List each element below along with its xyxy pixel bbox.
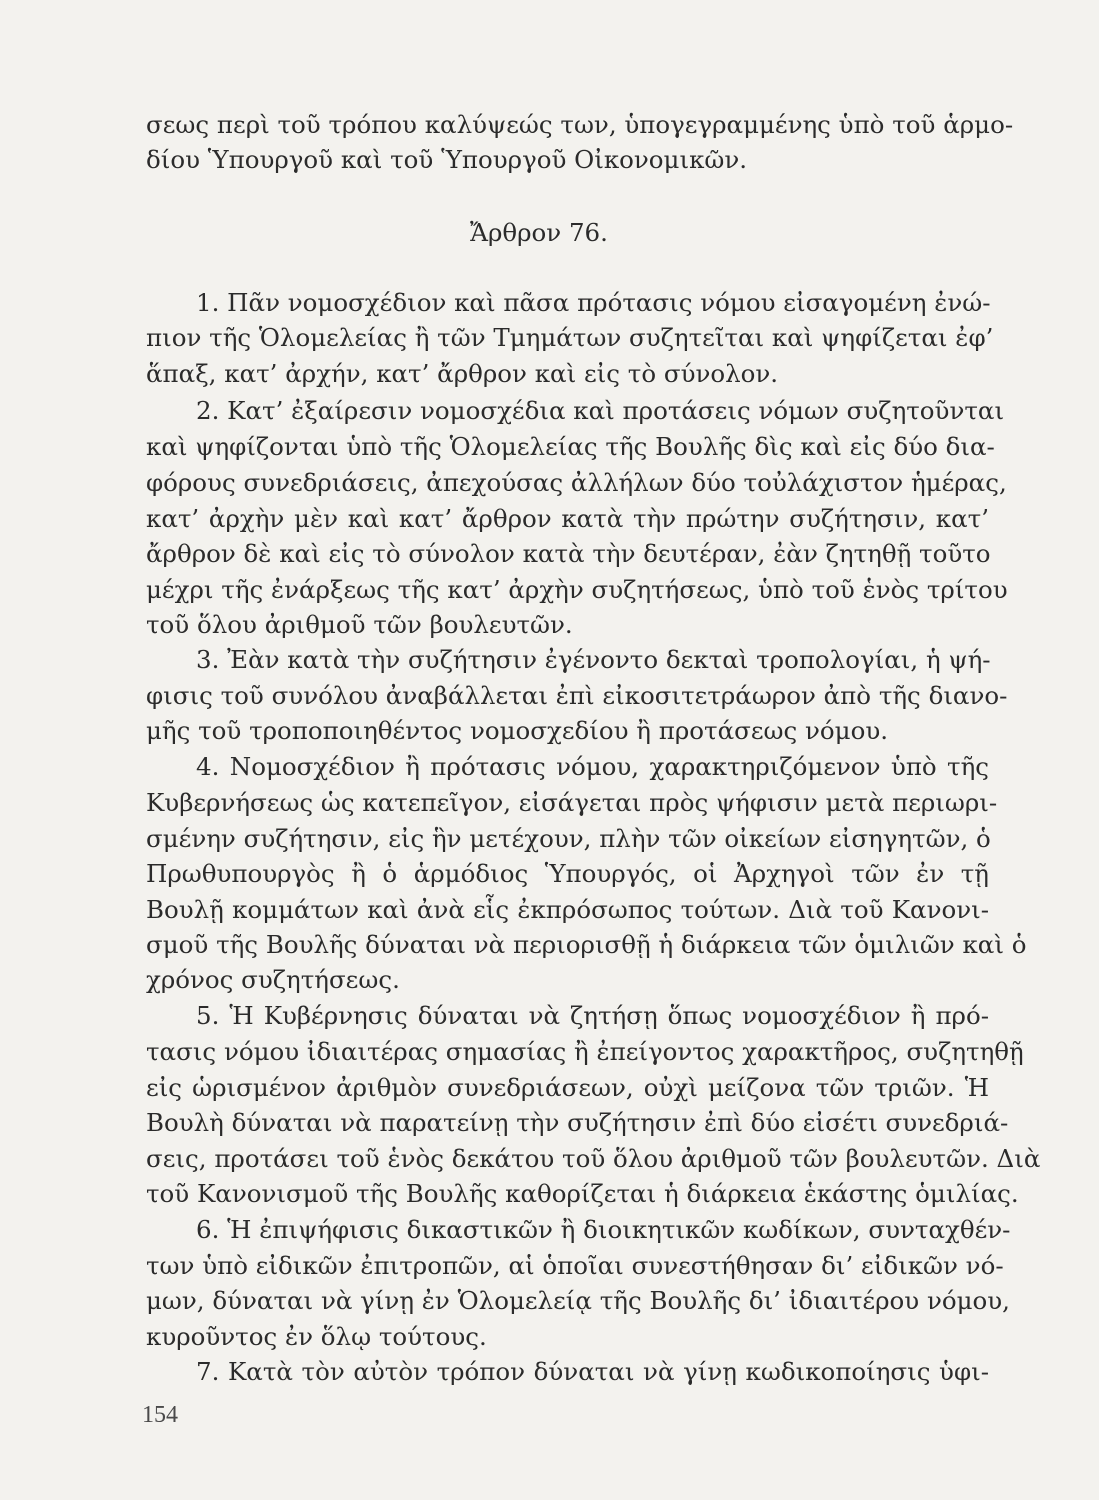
text-line: σεως περὶ τοῦ τρόπου καλύψεώς των, ὑπογεγραμμένης ὑπὸ τοῦ ἁρμο-: [146, 110, 1014, 139]
text-line: Βουλῇ κομμάτων καὶ ἀνὰ εἷς ἐκπρόσωπος τούτων. Διὰ τοῦ Κανονι-: [146, 895, 989, 924]
text-line: τασις νόμου ἰδιαιτέρας σημασίας ἢ ἐπείγοντος χαρακτῆρος, συζητηθῇ: [146, 1037, 1024, 1066]
text-line: τοῦ ὅλου ἀριθμοῦ τῶν βουλευτῶν.: [146, 610, 573, 639]
text-line: χρόνος συζητήσεως.: [146, 965, 400, 994]
text-line: δίου Ὑπουργοῦ καὶ τοῦ Ὑπουργοῦ Οἰκονομικῶν.: [146, 145, 748, 174]
text-line: 1. Πᾶν νομοσχέδιον καὶ πᾶσα πρότασις νόμου εἰσαγομένη ἐνώ-: [196, 288, 991, 317]
text-line: 5. Ἡ Κυβέρνησις δύναται νὰ ζητήσῃ ὅπως νομοσχέδιον ἢ πρό-: [196, 1001, 989, 1030]
text-line: σμένην συζήτησιν, εἰς ἣν μετέχουν, πλὴν τῶν οἰκείων εἰσηγητῶν, ὁ: [146, 824, 991, 853]
text-line: κυροῦντος ἐν ὅλῳ τούτους.: [146, 1322, 487, 1351]
text-line: 6. Ἡ ἐπιψήφισις δικαστικῶν ἢ διοικητικῶν κωδίκων, συνταχθέν-: [196, 1215, 1011, 1244]
text-line: 3. Ἐὰν κατὰ τὴν συζήτησιν ἐγένοντο δεκταὶ τροπολογίαι, ἡ ψή-: [196, 645, 991, 674]
text-line: 2. Κατ’ ἐξαίρεσιν νομοσχέδια καὶ προτάσεις νόμων συζητοῦνται: [196, 396, 1005, 425]
text-line: σμοῦ τῆς Βουλῆς δύναται νὰ περιορισθῇ ἡ διάρκεια τῶν ὁμιλιῶν καὶ ὁ: [146, 930, 1027, 959]
text-line: πιον τῆς Ὁλομελείας ἢ τῶν Τμημάτων συζητεῖται καὶ ψηφίζεται ἐφ’: [146, 323, 994, 352]
page-number: 154: [142, 1402, 178, 1428]
text-line: τοῦ Κανονισμοῦ τῆς Βουλῆς καθορίζεται ἡ διάρκεια ἑκάστης ὁμιλίας.: [146, 1179, 1019, 1208]
text-line: 7. Κατὰ τὸν αὐτὸν τρόπον δύναται νὰ γίνῃ κωδικοποίησις ὑφι-: [196, 1357, 989, 1386]
text-line: ἅπαξ, κατ’ ἀρχήν, κατ’ ἄρθρον καὶ εἰς τὸ σύνολον.: [146, 359, 779, 388]
text-line: εἰς ὡρισμένον ἀριθμὸν συνεδριάσεων, οὐχὶ μείζονα τῶν τριῶν. Ἡ: [146, 1073, 989, 1102]
article-heading: Ἄρθρον 76.: [470, 218, 608, 247]
text-line: φισις τοῦ συνόλου ἀναβάλλεται ἐπὶ εἰκοσιτετράωρον ἀπὸ τῆς διανο-: [146, 681, 1008, 710]
text-line: μῆς τοῦ τροποποιηθέντος νομοσχεδίου ἢ προτάσεως νόμου.: [146, 716, 889, 745]
text-line: Πρωθυπουργὸς ἢ ὁ ἁρμόδιος Ὑπουργός, οἱ Ἀρχηγοὶ τῶν ἐν τῇ: [146, 859, 989, 888]
text-line: των ὑπὸ εἰδικῶν ἐπιτροπῶν, αἱ ὁποῖαι συνεστήθησαν δι’ εἰδικῶν νό-: [146, 1251, 1004, 1280]
text-line: κατ’ ἀρχὴν μὲν καὶ κατ’ ἄρθρον κατὰ τὴν πρώτην συζήτησιν, κατ’: [146, 504, 989, 533]
text-line: μέχρι τῆς ἐνάρξεως τῆς κατ’ ἀρχὴν συζητήσεως, ὑπὸ τοῦ ἑνὸς τρίτου: [146, 575, 1008, 604]
text-line: καὶ ψηφίζονται ὑπὸ τῆς Ὁλομελείας τῆς Βουλῆς δὶς καὶ εἰς δύο δια-: [146, 432, 995, 461]
text-line: μων, δύναται νὰ γίνῃ ἐν Ὁλομελείᾳ τῆς Βουλῆς δι’ ἰδιαιτέρου νόμου,: [146, 1286, 1010, 1315]
text-line: σεις, προτάσει τοῦ ἑνὸς δεκάτου τοῦ ὅλου ἀριθμοῦ τῶν βουλευτῶν. Διὰ: [146, 1144, 1041, 1173]
text-line: 4. Νομοσχέδιον ἢ πρότασις νόμου, χαρακτηριζόμενον ὑπὸ τῆς: [196, 752, 989, 781]
text-line: Κυβερνήσεως ὡς κατεπεῖγον, εἰσάγεται πρὸς ψήφισιν μετὰ περιωρι-: [146, 788, 998, 817]
text-line: φόρους συνεδριάσεις, ἀπεχούσας ἀλλήλων δύο τοὐλάχιστον ἡμέρας,: [146, 468, 1007, 497]
text-line: Βουλὴ δύναται νὰ παρατείνῃ τὴν συζήτησιν ἐπὶ δύο εἰσέτι συνεδριά-: [146, 1108, 1009, 1137]
text-line: ἄρθρον δὲ καὶ εἰς τὸ σύνολον κατὰ τὴν δευτέραν, ἐὰν ζητηθῇ τοῦτο: [146, 539, 991, 568]
